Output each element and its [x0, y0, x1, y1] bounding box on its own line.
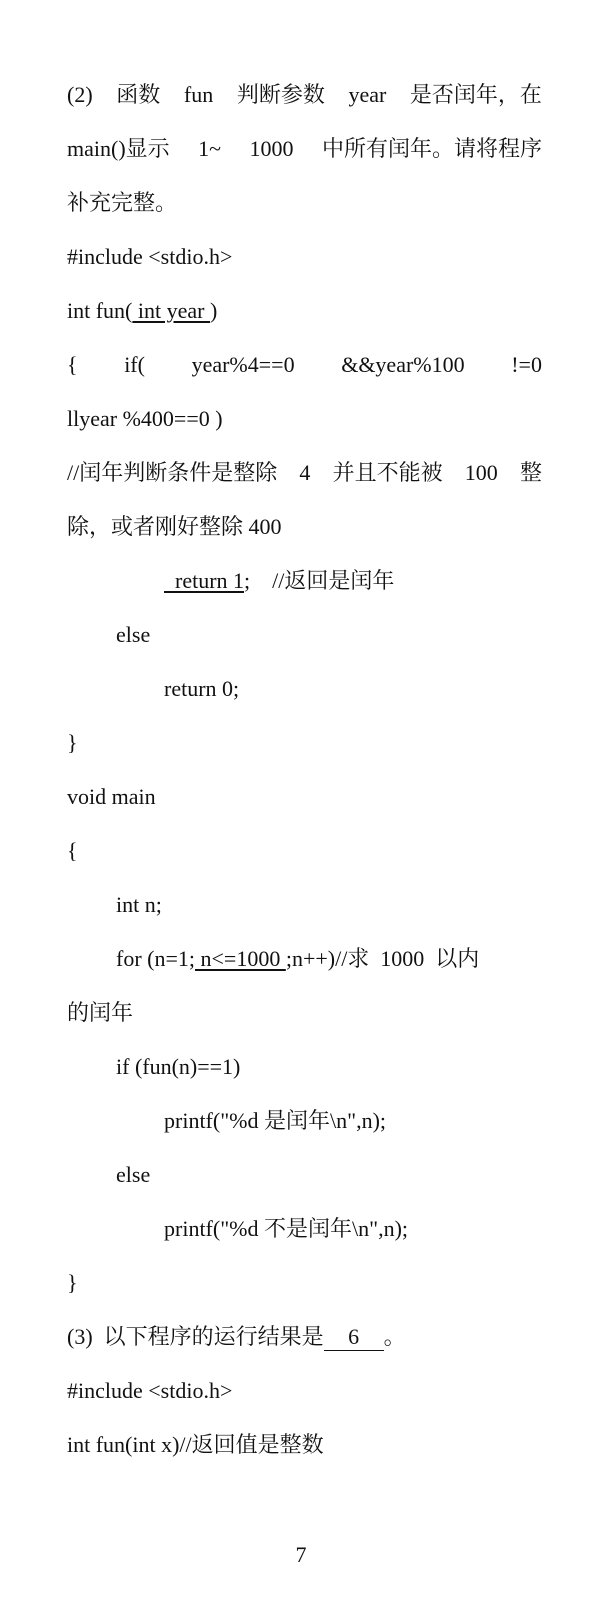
- code-printf-leap: printf("%d 是闰年\n",n);: [164, 1108, 387, 1133]
- code-else-1: else: [116, 622, 151, 647]
- code-comment-leap-cont: 除，或者刚好整除 400: [67, 514, 282, 539]
- page-number: 7: [295, 1542, 307, 1567]
- code-include-2: #include <stdio.h>: [67, 1378, 233, 1403]
- code-void-main: void main: [67, 784, 156, 809]
- answer-blank-return: return 1: [164, 568, 245, 593]
- code-close-brace-1: }: [67, 730, 78, 755]
- line-question-2-cont: main()显示 1~ 1000 中所有闰年。请将程序: [67, 136, 542, 161]
- code-if-condition: { if( year%4==0 &&year%100 !=0: [67, 352, 542, 377]
- code-return-0: return 0;: [164, 676, 240, 701]
- code-int-n: int n;: [116, 892, 162, 917]
- code-fun-int-x: int fun(int x)//返回值是整数: [67, 1432, 324, 1457]
- code-open-brace: {: [67, 838, 78, 863]
- code-for-loop: for (n=1; n<=1000 ;n++)//求 1000 以内: [116, 946, 480, 971]
- code-return-1: return 1; //返回是闰年: [164, 568, 395, 593]
- line-question-3: (3) 以下程序的运行结果是 6 。: [67, 1324, 406, 1349]
- answer-blank-result: 6: [324, 1324, 384, 1351]
- answer-blank-loop: n<=1000: [195, 946, 286, 971]
- line-question-2-end: 补充完整。: [67, 190, 178, 215]
- code-printf-not-leap: printf("%d 不是闰年\n",n);: [164, 1216, 409, 1241]
- code-if-fun: if (fun(n)==1): [116, 1054, 241, 1079]
- answer-blank-param: int year: [132, 298, 210, 323]
- line-question-2: (2) 函数 fun 判断参数 year 是否闰年，在: [67, 82, 542, 107]
- code-if-condition-cont: llyear %400==0 ): [67, 406, 223, 431]
- code-include: #include <stdio.h>: [67, 244, 233, 269]
- code-for-comment-cont: 的闰年: [67, 1000, 134, 1025]
- code-close-brace-2: }: [67, 1270, 78, 1295]
- code-fun-signature: int fun( int year ): [67, 298, 218, 323]
- code-comment-leap: //闰年判断条件是整除 4 并且不能被 100 整: [67, 460, 542, 485]
- code-else-2: else: [116, 1162, 151, 1187]
